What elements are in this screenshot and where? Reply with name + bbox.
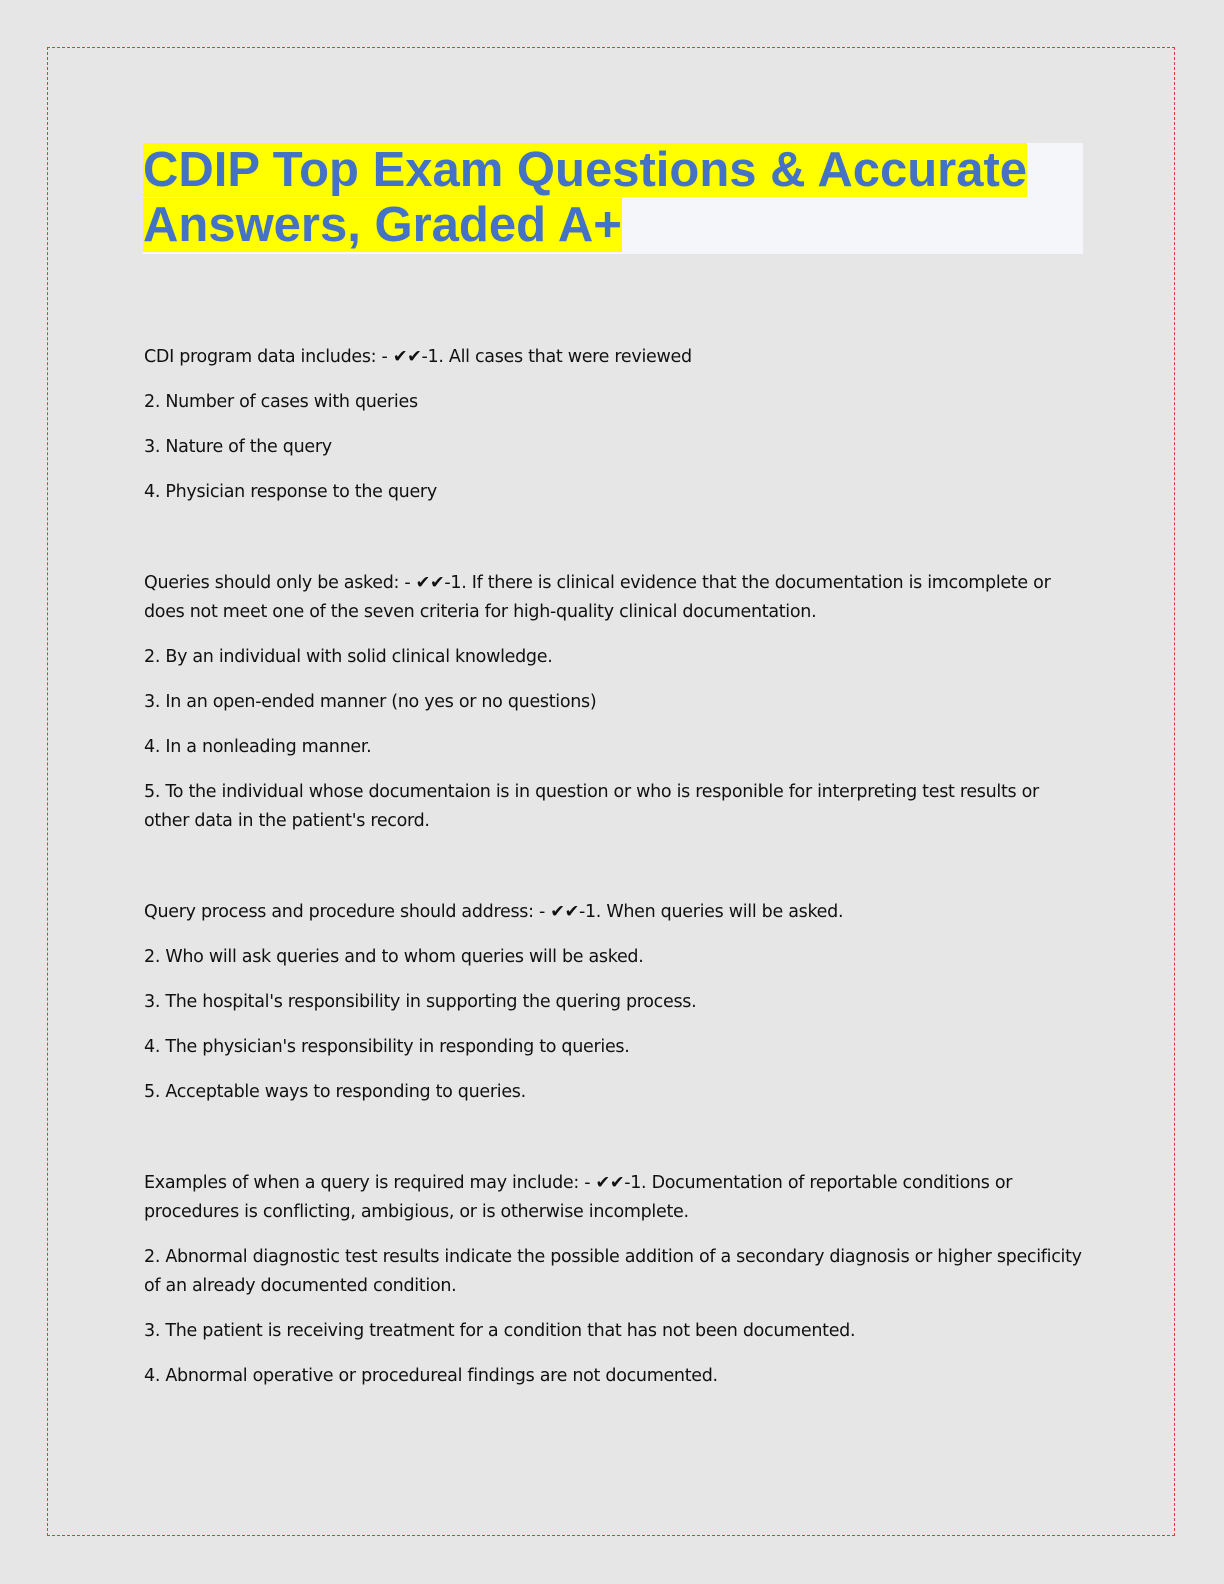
qa-item <box>144 1169 1089 1391</box>
qa-item <box>144 898 1089 1107</box>
answer-line: 3. Nature of the query <box>144 437 332 457</box>
question-line: Examples of when a query is required may include: - ✔✔-1. Documentation of reportable conditions or procedures is conflicting, ambigious, or is otherwise incomplete. <box>144 1173 1013 1222</box>
answer-line: 2. Number of cases with queries <box>144 392 418 412</box>
answer-line: 4. In a nonleading manner. <box>144 737 372 757</box>
question-line: CDI program data includes: - ✔✔-1. All cases that were reviewed <box>144 347 692 367</box>
qa-item <box>144 569 1089 836</box>
document-body <box>144 343 1089 1407</box>
answer-line: 2. By an individual with solid clinical knowledge. <box>144 647 553 667</box>
document-title <box>143 143 1083 253</box>
title-block <box>143 143 1083 254</box>
answer-line: 2. Who will ask queries and to whom queries will be asked. <box>144 947 644 967</box>
answer-line: 4. Physician response to the query <box>144 482 437 502</box>
answer-line: 3. The patient is receiving treatment for a condition that has not been documented. <box>144 1321 856 1341</box>
answer-line: 4. Abnormal operative or procedureal findings are not documented. <box>144 1366 718 1386</box>
answer-line: 2. Abnormal diagnostic test results indicate the possible addition of a secondary diagnosis or higher specificity of an already documented condition. <box>144 1247 1082 1296</box>
answer-line: 5. Acceptable ways to responding to queries. <box>144 1082 526 1102</box>
answer-line: 3. In an open-ended manner (no yes or no questions) <box>144 692 597 712</box>
answer-line: 5. To the individual whose documentaion is in question or who is responible for interpreting test results or other data in the patient's record. <box>144 782 1039 831</box>
question-line: Queries should only be asked: - ✔✔-1. If there is clinical evidence that the documentation is imcomplete or does not meet one of the seven criteria for high-quality clinical documentation. <box>144 573 1051 622</box>
question-line: Query process and procedure should address: - ✔✔-1. When queries will be asked. <box>144 902 844 922</box>
qa-item <box>144 343 1089 507</box>
answer-line: 3. The hospital's responsibility in supporting the quering process. <box>144 992 697 1012</box>
answer-line: 4. The physician's responsibility in responding to queries. <box>144 1037 630 1057</box>
title-line-2: Answers, Graded A+ <box>143 198 622 252</box>
title-line-1: CDIP Top Exam Questions & Accurate <box>143 143 1028 197</box>
